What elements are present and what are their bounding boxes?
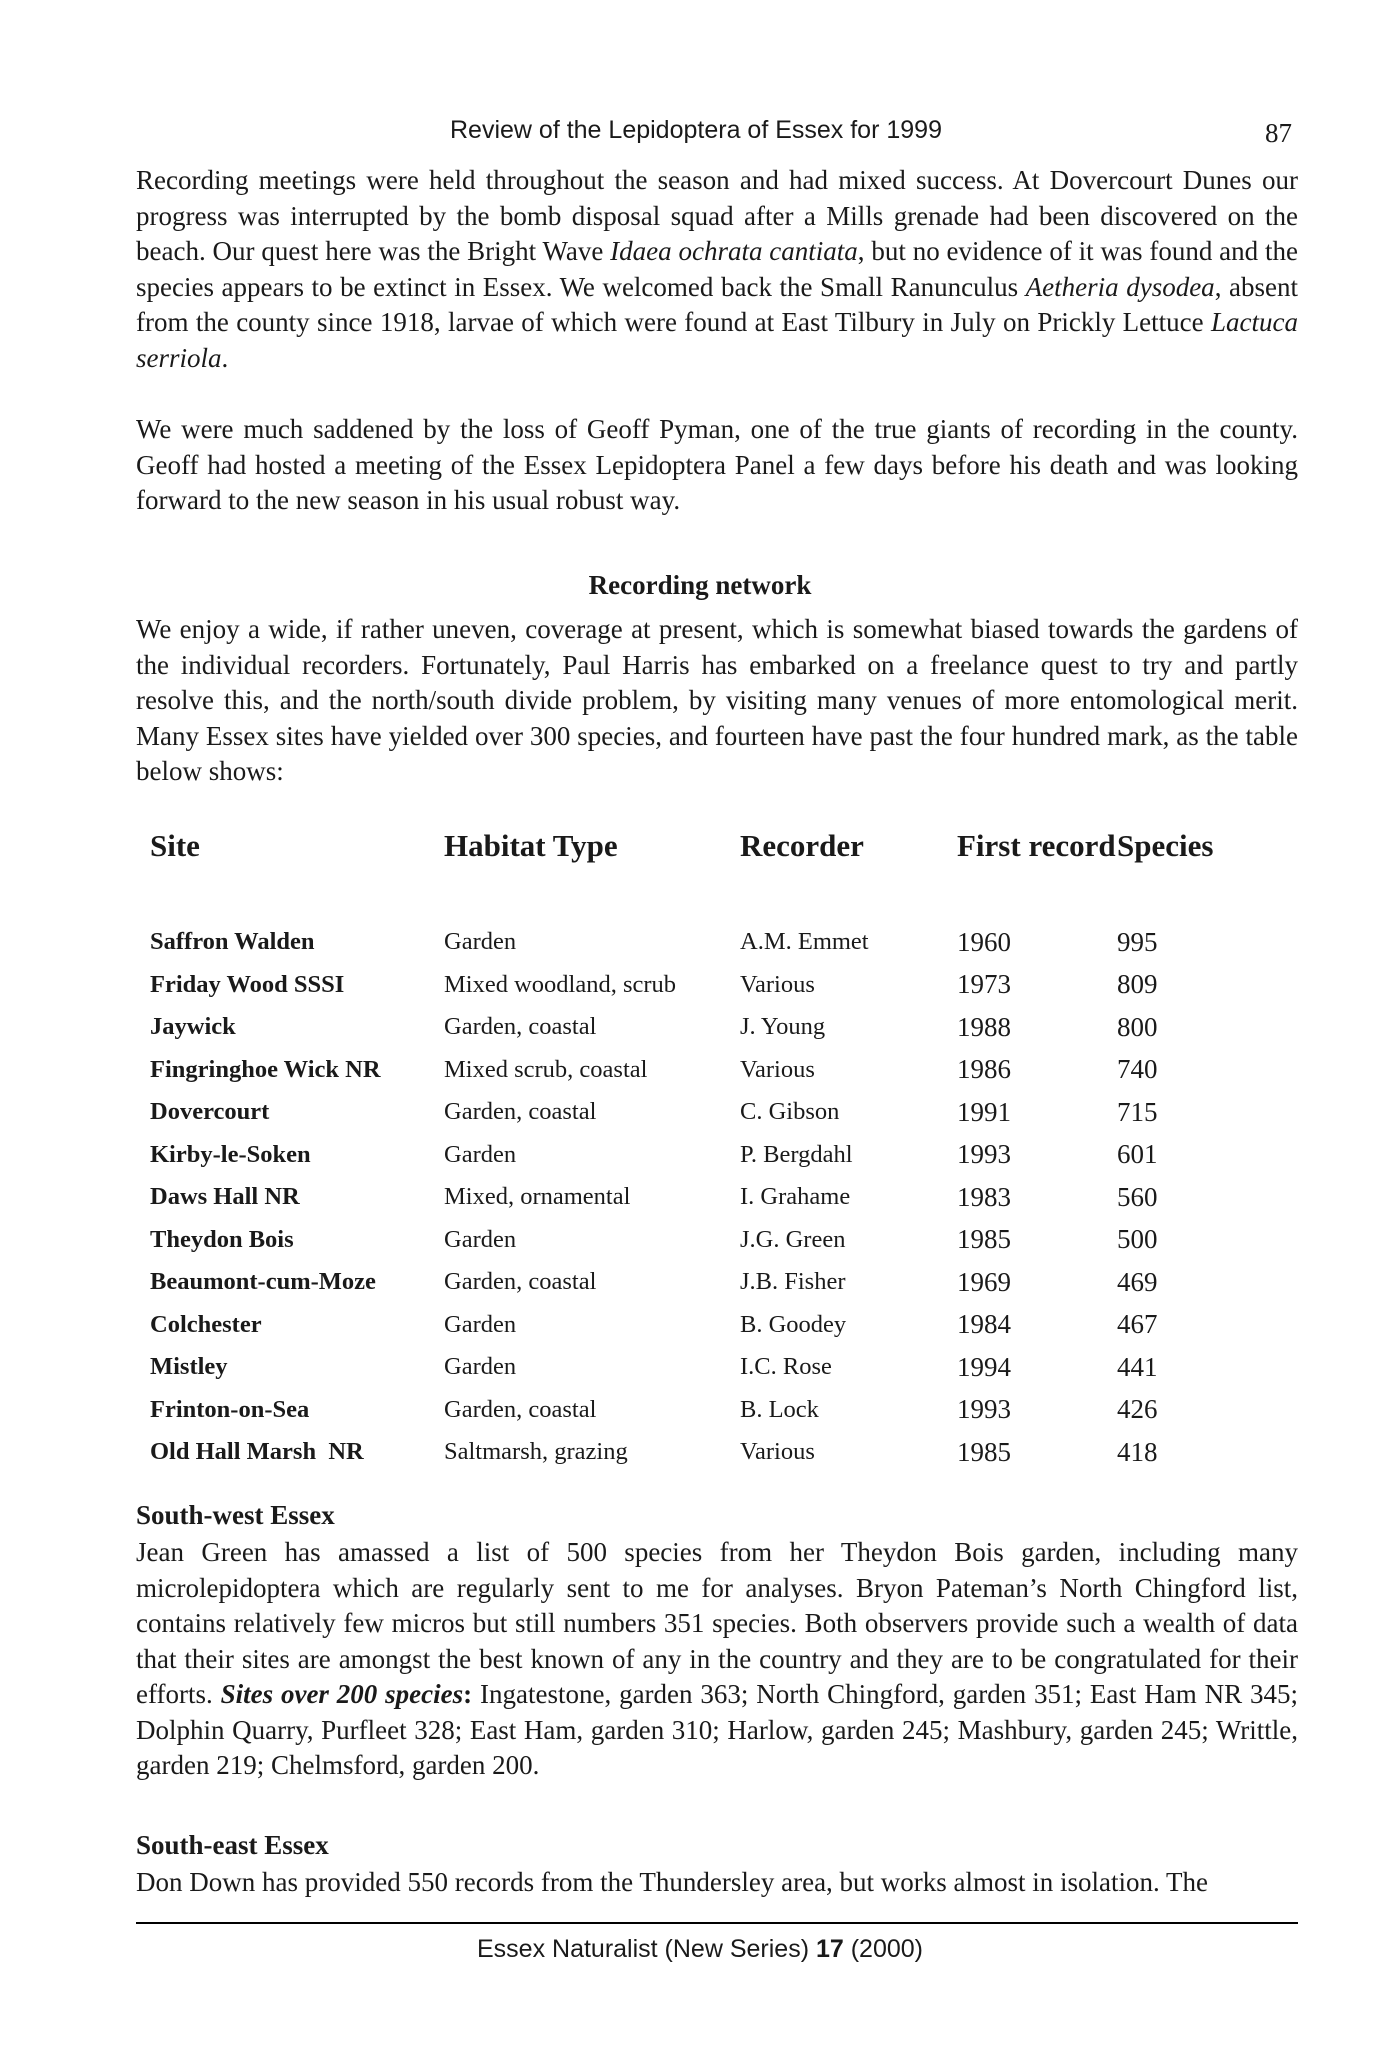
cell-habitat: Mixed, ornamental <box>444 1183 631 1211</box>
table-row <box>150 1261 1237 1304</box>
cell-recorder: Various <box>740 1438 815 1466</box>
cell-species: 500 <box>1117 1224 1158 1255</box>
paragraph-text: Recording meetings were held throughout the season and had mixed success. At Dovercourt Dunes our progress was interrupted by the bomb disposal squad after a Mills grenade had been discovered on the beach. Our quest here was the Bright Wave <box>136 165 1298 266</box>
cell-species: 800 <box>1117 1011 1158 1042</box>
paragraph-text: Ingatestone, garden 363; North Chingford, garden 351; East Ham NR 345; Dolphin Quarry, Purfleet 328; East Ham, garden 310; Harlow, garden 245; Mashbury, garden 245; Writtle, garden 219; Chelmsford, garden 200. <box>136 1679 1298 1780</box>
cell-recorder: Various <box>740 970 815 998</box>
cell-site: Frinton-on-Sea <box>150 1395 310 1423</box>
cell-recorder: J. Young <box>740 1013 826 1041</box>
cell-site: Jaywick <box>150 1013 236 1041</box>
cell-first-record: 1986 <box>957 1054 1011 1085</box>
paragraph-text: , absent from the county since 1918, larvae of which were found at East Tilbury in July on Prickly Lettuce <box>136 271 1298 337</box>
cell-species: 715 <box>1117 1096 1158 1127</box>
cell-first-record: 1985 <box>957 1436 1011 1467</box>
column-header-recorder: Recorder <box>740 828 864 863</box>
cell-habitat: Garden, coastal <box>444 1395 597 1423</box>
cell-first-record: 1994 <box>957 1351 1011 1382</box>
table-header-row <box>150 825 1237 921</box>
cell-site: Beaumont-cum-Moze <box>150 1268 376 1296</box>
cell-habitat: Mixed scrub, coastal <box>444 1055 648 1083</box>
cell-species: 601 <box>1117 1139 1158 1170</box>
cell-first-record: 1984 <box>957 1309 1011 1340</box>
cell-site: Dovercourt <box>150 1098 270 1126</box>
cell-habitat: Garden <box>444 928 517 956</box>
paragraph-text: . <box>221 342 229 373</box>
table-row <box>150 921 1237 964</box>
cell-site: Kirby-le-Soken <box>150 1140 311 1168</box>
species-name-italic: Lactuca serriola <box>136 307 1298 373</box>
table-row <box>150 1304 1237 1347</box>
section-heading-recording-network: Recording network <box>588 570 812 600</box>
cell-species: 809 <box>1117 969 1158 1000</box>
cell-species: 441 <box>1117 1351 1158 1382</box>
cell-recorder: I. Grahame <box>740 1183 851 1211</box>
cell-species: 740 <box>1117 1054 1158 1085</box>
table-row <box>150 964 1237 1007</box>
cell-species: 469 <box>1117 1266 1158 1297</box>
cell-site: Friday Wood SSSI <box>150 970 345 998</box>
footer-citation <box>0 1935 1400 1964</box>
cell-recorder: I.C. Rose <box>740 1353 832 1381</box>
table-row <box>150 1006 1237 1049</box>
cell-site: Fingringhoe Wick NR <box>150 1055 381 1083</box>
table-row <box>150 1134 1237 1177</box>
cell-species: 467 <box>1117 1309 1158 1340</box>
cell-habitat: Garden, coastal <box>444 1268 597 1296</box>
paragraph-recording-network: We enjoy a wide, if rather uneven, coverage at present, which is somewhat biased towards the gardens of the individual recorders. Fortunately, Paul Harris has embarked on a freelance quest to try and partly resolve this, and the north/south divide problem, by visiting many venues of more entomological merit. Many Essex sites have yielded over 300 species, and fourteen have past the four hundred mark, as the table below shows: <box>136 614 1298 786</box>
cell-site: Colchester <box>150 1310 262 1338</box>
cell-first-record: 1969 <box>957 1266 1011 1297</box>
paragraph-south-west <box>136 1535 1298 1784</box>
cell-recorder: Various <box>740 1055 815 1083</box>
species-name-italic: Idaea ochrata cantiata <box>610 236 858 266</box>
cell-first-record: 1985 <box>957 1224 1011 1255</box>
cell-first-record: 1993 <box>957 1139 1011 1170</box>
cell-first-record: 1973 <box>957 969 1011 1000</box>
cell-habitat: Garden <box>444 1140 517 1168</box>
cell-recorder: C. Gibson <box>740 1098 840 1126</box>
cell-first-record: 1988 <box>957 1011 1011 1042</box>
paragraph-geoff-pyman: We were much saddened by the loss of Geoff Pyman, one of the true giants of recording in the county. Geoff had hosted a meeting of the Essex Lepidoptera Panel a few days before his death and was looking forward to the new season in his usual robust way. <box>136 414 1298 515</box>
table-row <box>150 1346 1237 1389</box>
column-header-site: Site <box>150 828 200 863</box>
table-row <box>150 1389 1237 1432</box>
cell-recorder: J.G. Green <box>740 1225 846 1253</box>
cell-site: Mistley <box>150 1353 228 1381</box>
cell-species: 995 <box>1117 926 1158 957</box>
cell-recorder: B. Lock <box>740 1395 819 1423</box>
footer-year: (2000) <box>843 1935 923 1963</box>
paragraph-south-east: Don Down has provided 550 records from the Thundersley area, but works almost in isolation. The <box>136 1867 1209 1897</box>
cell-first-record: 1960 <box>957 926 1011 957</box>
paragraph-recording-meetings <box>136 163 1298 376</box>
cell-habitat: Garden <box>444 1353 517 1381</box>
cell-habitat: Mixed woodland, scrub <box>444 970 677 998</box>
footer-journal: Essex Naturalist (New Series) <box>476 1935 816 1963</box>
cell-habitat: Garden, coastal <box>444 1013 597 1041</box>
cell-first-record: 1993 <box>957 1394 1011 1425</box>
paragraph-text: , but no evidence of it was found and the species appears to be extinct in Essex. We welcomed back the Small Ranunculus <box>136 236 1298 302</box>
bold-italic-label: Sites over 200 species <box>220 1679 464 1709</box>
species-table <box>150 825 1237 1474</box>
cell-species: 426 <box>1117 1394 1158 1425</box>
cell-species: 418 <box>1117 1436 1158 1467</box>
cell-habitat: Garden <box>444 1225 517 1253</box>
column-header-species: Species <box>1117 828 1214 863</box>
cell-site: Daws Hall NR <box>150 1183 300 1211</box>
table-row <box>150 1176 1237 1219</box>
cell-habitat: Garden <box>444 1310 517 1338</box>
column-header-first-record: First record <box>957 828 1116 863</box>
cell-recorder: A.M. Emmet <box>740 928 869 956</box>
table-row <box>150 1219 1237 1262</box>
column-header-habitat: Habitat Type <box>444 828 618 863</box>
section-heading-south-east: South-east Essex <box>136 1830 329 1860</box>
cell-habitat: Saltmarsh, grazing <box>444 1438 628 1466</box>
footer-volume: 17 <box>815 1935 844 1963</box>
cell-recorder: J.B. Fisher <box>740 1268 846 1296</box>
paragraph-text: Jean Green has amassed a list of 500 species from her Theydon Bois garden, including many microlepidoptera which are regularly sent to me for analyses. Bryon Pateman’s North Chingford list, contains relatively few micros but still numbers 351 species. Both observers provide such a wealth of data that their sites are amongst the best known of any in the country and they are to be congratulated for their efforts. <box>136 1537 1298 1709</box>
cell-first-record: 1991 <box>957 1096 1011 1127</box>
table-row <box>150 1091 1237 1134</box>
species-name-italic: Aetheria dysodea <box>1025 271 1215 302</box>
cell-recorder: B. Goodey <box>740 1310 847 1338</box>
table-row <box>150 1431 1237 1474</box>
footer-divider <box>136 1922 1298 1924</box>
cell-first-record: 1983 <box>957 1181 1011 1212</box>
running-title: Review of the Lepidoptera of Essex for 1999 <box>450 116 942 144</box>
bold-colon: : <box>463 1679 473 1709</box>
cell-recorder: P. Bergdahl <box>740 1140 853 1168</box>
section-heading-south-west: South-west Essex <box>136 1500 335 1530</box>
cell-site: Saffron Walden <box>150 928 315 956</box>
cell-site: Old Hall Marsh NR <box>150 1438 364 1466</box>
cell-habitat: Garden, coastal <box>444 1098 597 1126</box>
page-number: 87 <box>1265 118 1292 148</box>
cell-species: 560 <box>1117 1181 1158 1212</box>
table-row <box>150 1049 1237 1092</box>
cell-site: Theydon Bois <box>150 1225 294 1253</box>
